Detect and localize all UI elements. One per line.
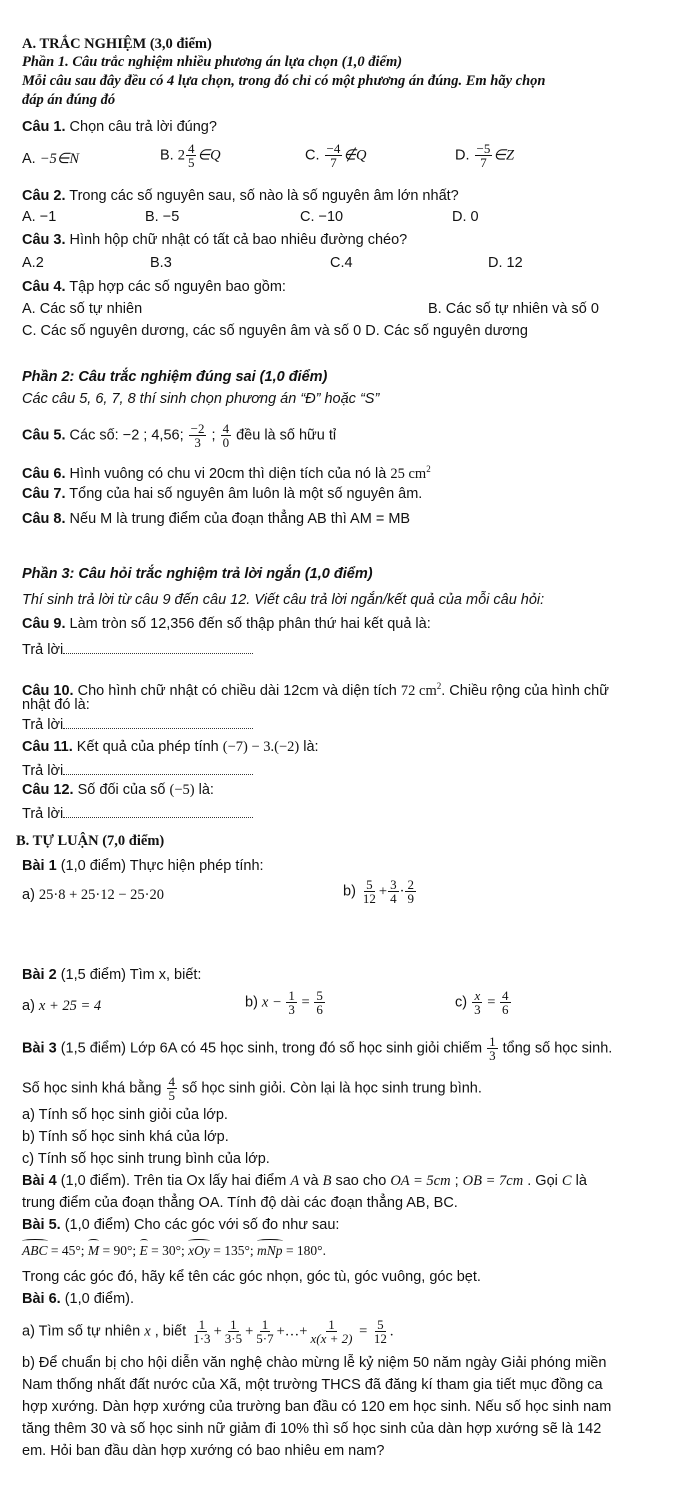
q10-answer: Trả lời xyxy=(22,716,253,734)
q1-option-d: D. $\frac{-5}{7}$ ∈Z xyxy=(455,141,515,170)
q11-answer: Trả lời xyxy=(22,762,253,780)
q2-option-c: C. −10 xyxy=(300,209,344,225)
bai-3: Bài 3 (1,5 điểm) Lớp 6A có 45 học sinh, trong đó số học sinh giỏi chiếm $\frac{1}{3}$ tổng số học sinh. xyxy=(22,1034,613,1063)
q4-option-b: B. Các số tự nhiên và số 0 xyxy=(428,301,599,317)
part-b-title: B. TỰ LUẬN (7,0 điểm) xyxy=(16,833,165,849)
part1-instruction-line2: đáp án đúng đó xyxy=(22,92,116,108)
q9-answer: Trả lời xyxy=(22,641,253,659)
bai-1-b: b) $\frac{5}{12}$ + $\frac{3}{4}$ · $\frac{2}{9}$ xyxy=(343,877,414,906)
bai-2-a: a) x + 25 = 4 xyxy=(22,998,102,1014)
bai-6-b-line2: Nam thống nhất đất nước của Xã, một trường THCS đã đăng kí tham gia tiết mục đồng ca xyxy=(22,1377,603,1393)
question-11: Câu 11. Kết quả của phép tính (−7) − 3.(−2) là: xyxy=(22,739,319,755)
question-4: Câu 4. Tập hợp các số nguyên bao gồm: xyxy=(22,279,286,295)
bai-2-b: b) x − $\frac{1}{3}$ = $\frac{5}{6}$ xyxy=(245,988,323,1017)
question-8: Câu 8. Nếu M là trung điểm của đoạn thẳng AB thì AM = MB xyxy=(22,511,411,527)
question-5: Câu 5. Các số: −2 ; 4,56; $\frac{-2}{3}$ ; $\frac{4}{0}$ đều là số hữu tỉ xyxy=(22,421,337,450)
part1-title: Phần 1. Câu trắc nghiệm nhiều phương án lựa chọn (1,0 điểm) xyxy=(22,54,403,70)
question-6: Câu 6. Hình vuông có chu vi 20cm thì diện tích của nó là 25 $cm^2$ xyxy=(22,464,431,482)
bai-5: Bài 5. (1,0 điểm) Cho các góc với số đo như sau: xyxy=(22,1217,340,1233)
part2-instruction: Các câu 5, 6, 7, 8 thí sinh chọn phương án “Đ” hoặc “S” xyxy=(22,391,380,407)
question-10: Câu 10. Cho hình chữ nhật có chiều dài 12cm và diện tích 72 $cm^2$. Chiều rộng của hình chữ xyxy=(22,681,609,699)
q3-option-b: B.3 xyxy=(150,255,172,271)
bai-3-line2: Số học sinh khá bằng $\frac{4}{5}$ số học sinh giỏi. Còn lại là học sinh trung bình. xyxy=(22,1074,482,1103)
q1-option-a: A. −5∈N xyxy=(22,151,80,167)
bai-3-b: b) Tính số học sinh khá của lớp. xyxy=(22,1129,229,1145)
bai-1-a: a) 25·8 + 25·12 − 25·20 xyxy=(22,887,165,903)
bai-3-c: c) Tính số học sinh trung bình của lớp. xyxy=(22,1151,270,1167)
bai-6: Bài 6. (1,0 điểm). xyxy=(22,1291,135,1307)
part3-instruction: Thí sinh trả lời từ câu 9 đến câu 12. Viết câu trả lời ngắn/kết quả của mỗi câu hỏi: xyxy=(22,592,545,608)
q1-option-b: B. 2 $\frac{4}{5}$ ∈Q xyxy=(160,141,221,170)
bai-3-a: a) Tính số học sinh giỏi của lớp. xyxy=(22,1107,228,1123)
bai-4: Bài 4 (1,0 điểm). Trên tia Ox lấy hai điểm A và B sao cho OA = 5cm ; OB = 7cm . Gọi C là xyxy=(22,1173,587,1189)
part-a-title: A. TRẮC NGHIỆM (3,0 điểm) xyxy=(22,36,212,52)
bai-1: Bài 1 (1,0 điểm) Thực hiện phép tính: xyxy=(22,858,264,874)
q3-option-c: C.4 xyxy=(330,255,353,271)
bai-6-b-line1: b) Để chuẩn bị cho hội diễn văn nghệ chào mừng lễ kỷ niệm 50 năm ngày Giải phóng miền xyxy=(22,1355,607,1371)
question-9: Câu 9. Làm tròn số 12,356 đến số thập phân thứ hai kết quả là: xyxy=(22,616,431,632)
q12-answer: Trả lời xyxy=(22,805,253,823)
bai-5-line3: Trong các góc đó, hãy kể tên các góc nhọn, góc tù, góc vuông, góc bẹt. xyxy=(22,1269,481,1285)
part1-instruction-line1: Mỗi câu sau đây đều có 4 lựa chọn, trong đó chỉ có một phương án đúng. Em hãy chọn xyxy=(22,73,546,89)
bai-4-line2: trung điểm của đoạn thẳng OA. Tính độ dài các đoạn thẳng AB, BC. xyxy=(22,1195,458,1211)
q3-option-d: D. 12 xyxy=(488,255,523,271)
bai-2-c: c) $\frac{x}{3}$ = $\frac{4}{6}$ xyxy=(455,988,509,1017)
question-3: Câu 3. Hình hộp chữ nhật có tất cả bao nhiêu đường chéo? xyxy=(22,232,408,248)
question-2: Câu 2. Trong các số nguyên sau, số nào là số nguyên âm lớn nhất? xyxy=(22,188,459,204)
bai-5-angles: ABC = 45°; M = 90°; E = 30°; xOy = 135°; mNp = 180°. xyxy=(22,1243,326,1258)
q2-option-a: A. −1 xyxy=(22,209,57,225)
question-12: Câu 12. Số đối của số (−5) là: xyxy=(22,782,214,798)
bai-6-b-line3: hợp xướng. Dàn hợp xướng của trường ban đầu có 120 em học sinh. Nếu số học sinh nam xyxy=(22,1399,612,1415)
question-1: Câu 1. Chọn câu trả lời đúng? xyxy=(22,119,217,135)
q2-option-d: D. 0 xyxy=(452,209,479,225)
q3-option-a: A.2 xyxy=(22,255,44,271)
bai-6-a: a) Tìm số tự nhiên x , biết $\frac{1}{1\cdot 3}$ + $\frac{1}{3\cdot 5}$ + $\frac{1}{5\cdot 7}$ +…+ $\frac{1}{x(x + 2)}$ = $\frac{5}{12}$ . xyxy=(22,1317,394,1346)
q4-option-a: A. Các số tự nhiên xyxy=(22,301,143,317)
q1-option-c: C. $\frac{-4}{7}$ ∉Q xyxy=(305,141,367,170)
question-7: Câu 7. Tổng của hai số nguyên âm luôn là một số nguyên âm. xyxy=(22,486,423,502)
bai-2: Bài 2 (1,5 điểm) Tìm x, biết: xyxy=(22,967,202,983)
q4-option-c: C. Các số nguyên dương, các số nguyên âm và số 0 D. Các số nguyên dương xyxy=(22,323,528,339)
part2-title: Phần 2: Câu trắc nghiệm đúng sai (1,0 điểm) xyxy=(22,369,328,385)
question-10-line2: nhật đó là: xyxy=(22,697,90,713)
part3-title: Phần 3: Câu hỏi trắc nghiệm trả lời ngắn (1,0 điểm) xyxy=(22,566,373,582)
bai-6-b-line5: em. Hỏi ban đầu dàn hợp xướng có bao nhiêu em nam? xyxy=(22,1443,385,1459)
bai-6-b-line4: tăng thêm 30 và số học sinh nữ giảm đi 10% thì số học sinh của dàn hợp xướng sẽ là 142 xyxy=(22,1421,602,1437)
q2-option-b: B. −5 xyxy=(145,209,180,225)
